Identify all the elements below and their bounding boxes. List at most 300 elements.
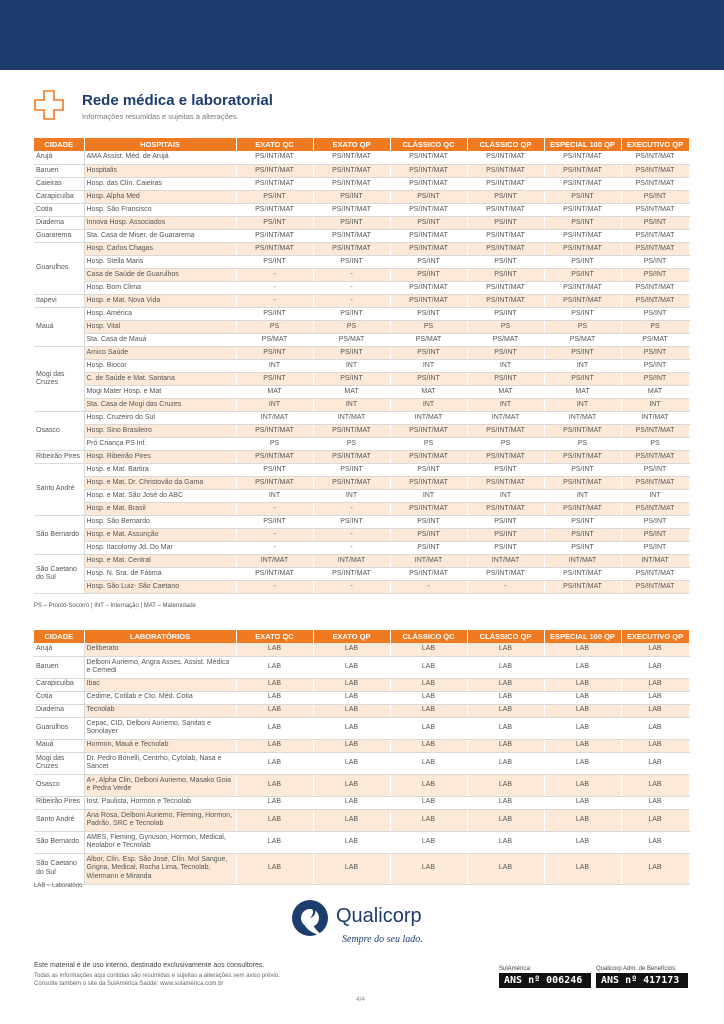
table-row <box>34 281 689 294</box>
coverage-cell: INT <box>390 359 467 372</box>
hospital-table-header <box>34 138 689 151</box>
table-row <box>34 164 689 177</box>
coverage-cell: MAT <box>236 385 313 398</box>
column-header: CIDADE <box>34 630 84 643</box>
coverage-cell: LAB <box>390 774 467 796</box>
coverage-cell: PS/INT/MAT <box>621 476 689 489</box>
table-row <box>34 307 689 320</box>
coverage-cell: LAB <box>544 704 621 717</box>
coverage-cell: LAB <box>236 643 313 656</box>
provider-name-cell: Hosp. São Luiz- São Caetano <box>84 580 236 593</box>
provider-name-cell: Hosp. Bom Clima <box>84 281 236 294</box>
coverage-cell: LAB <box>621 643 689 656</box>
coverage-cell: LAB <box>621 853 689 884</box>
provider-name-cell: Cepac, CID, Delboni Auriemo, Sanitas e Sonolayer <box>84 717 236 739</box>
logo-slogan: Sempre do seu lado. <box>342 934 423 945</box>
city-cell: Osasco <box>34 774 84 796</box>
coverage-cell: MAT <box>390 385 467 398</box>
coverage-cell: PS/INT/MAT <box>544 502 621 515</box>
coverage-cell: PS <box>544 320 621 333</box>
coverage-cell: PS/INT <box>621 268 689 281</box>
coverage-cell: PS/INT/MAT <box>236 424 313 437</box>
coverage-cell: PS/INT <box>621 216 689 229</box>
ans-sulamerica <box>499 966 591 988</box>
provider-name-cell: Hosp. São Francisco <box>84 203 236 216</box>
coverage-cell: INT <box>467 489 544 502</box>
coverage-cell: PS/INT/MAT <box>544 151 621 164</box>
coverage-cell: PS/INT/MAT <box>236 450 313 463</box>
coverage-cell: PS/INT/MAT <box>313 164 390 177</box>
coverage-cell: LAB <box>313 774 390 796</box>
coverage-cell: PS/INT/MAT <box>236 177 313 190</box>
coverage-cell: INT <box>544 359 621 372</box>
city-cell: Santo André <box>34 463 84 515</box>
table-row <box>34 489 689 502</box>
coverage-cell: PS/INT <box>467 463 544 476</box>
coverage-cell: PS/INT/MAT <box>236 151 313 164</box>
coverage-cell: PS <box>236 437 313 450</box>
coverage-cell: - <box>313 281 390 294</box>
coverage-cell: - <box>313 294 390 307</box>
city-cell: São Bernardo <box>34 831 84 853</box>
coverage-cell: INT <box>544 398 621 411</box>
coverage-cell: PS/INT <box>621 359 689 372</box>
coverage-cell: PS/INT/MAT <box>236 229 313 242</box>
coverage-cell: PS/INT/MAT <box>544 281 621 294</box>
table-row <box>34 268 689 281</box>
coverage-cell: PS/INT/MAT <box>390 242 467 255</box>
city-cell: Arujá <box>34 643 84 656</box>
coverage-cell: PS/INT/MAT <box>390 177 467 190</box>
coverage-cell: PS/INT <box>544 307 621 320</box>
coverage-cell: PS/INT <box>544 255 621 268</box>
coverage-cell: LAB <box>621 752 689 774</box>
table-row <box>34 177 689 190</box>
table-row <box>34 190 689 203</box>
coverage-cell: PS/INT <box>544 541 621 554</box>
table-row <box>34 333 689 346</box>
provider-name-cell: Hosp. e Mat. Bartira <box>84 463 236 476</box>
ans-code: ANS nº 417173 <box>596 973 688 988</box>
coverage-cell: PS/INT/MAT <box>467 229 544 242</box>
coverage-cell: PS/INT/MAT <box>621 450 689 463</box>
coverage-cell: PS/INT/MAT <box>621 151 689 164</box>
coverage-cell: LAB <box>544 691 621 704</box>
table-row <box>34 203 689 216</box>
table-row <box>34 643 689 656</box>
top-header-band <box>0 0 724 70</box>
coverage-cell: PS/INT <box>236 307 313 320</box>
medical-cross-icon <box>34 90 64 120</box>
city-cell: Guarulhos <box>34 717 84 739</box>
coverage-cell: INT <box>236 489 313 502</box>
city-cell: Barueri <box>34 164 84 177</box>
coverage-cell: PS/INT <box>390 463 467 476</box>
coverage-cell: INT <box>621 489 689 502</box>
coverage-cell: PS/INT/MAT <box>313 476 390 489</box>
coverage-cell: PS <box>236 320 313 333</box>
title-block <box>34 90 694 126</box>
coverage-cell: PS/INT <box>236 463 313 476</box>
provider-name-cell: A+, Alpha Clin, Delboni Auriemo, Masako Goia e Pedra Verde <box>84 774 236 796</box>
coverage-cell: PS/INT/MAT <box>390 151 467 164</box>
table-row <box>34 359 689 372</box>
coverage-cell: INT <box>467 359 544 372</box>
coverage-cell: INT/MAT <box>467 554 544 567</box>
city-cell: Ribeirão Pires <box>34 450 84 463</box>
table-row <box>34 528 689 541</box>
ans-label: Qualicorp Adm. de Benefícios: <box>596 966 677 972</box>
coverage-cell: PS/INT/MAT <box>390 229 467 242</box>
coverage-cell: LAB <box>467 643 544 656</box>
column-header: EXATO QC <box>236 138 313 151</box>
coverage-cell: PS/INT <box>390 216 467 229</box>
column-header: CLÁSSICO QP <box>467 138 544 151</box>
city-cell: Caieiras <box>34 177 84 190</box>
coverage-cell: PS/INT <box>544 216 621 229</box>
coverage-cell: PS/INT/MAT <box>621 229 689 242</box>
coverage-cell: LAB <box>236 774 313 796</box>
coverage-cell: PS/INT <box>467 541 544 554</box>
coverage-cell: LAB <box>236 678 313 691</box>
city-cell: São Caetano do Sul <box>34 853 84 884</box>
coverage-cell: PS/INT <box>467 190 544 203</box>
coverage-cell: PS/INT/MAT <box>467 450 544 463</box>
provider-name-cell: Hosp. Ribeirão Pires <box>84 450 236 463</box>
coverage-cell: LAB <box>390 853 467 884</box>
coverage-cell: PS/INT/MAT <box>236 476 313 489</box>
coverage-cell: LAB <box>467 752 544 774</box>
coverage-cell: LAB <box>544 656 621 678</box>
coverage-cell: LAB <box>236 796 313 809</box>
coverage-cell: PS/INT <box>390 372 467 385</box>
coverage-cell: PS/INT/MAT <box>467 151 544 164</box>
provider-name-cell: Delboni Auriemo, Angra Asses. Assist. Médica e Cemedi <box>84 656 236 678</box>
coverage-cell: LAB <box>544 678 621 691</box>
coverage-cell: LAB <box>313 656 390 678</box>
coverage-cell: LAB <box>313 691 390 704</box>
coverage-cell: PS/INT/MAT <box>544 294 621 307</box>
coverage-cell: - <box>313 541 390 554</box>
coverage-cell: PS/INT/MAT <box>467 424 544 437</box>
column-header: HOSPITAIS <box>84 138 236 151</box>
ans-qualicorp <box>596 966 688 988</box>
table-row <box>34 774 689 796</box>
provider-name-cell: Hosp. e Mat. Assunção <box>84 528 236 541</box>
coverage-cell: PS/INT/MAT <box>544 567 621 580</box>
provider-name-cell: Cedime, Cotilab e Cto. Méd. Cotia <box>84 691 236 704</box>
table-row <box>34 567 689 580</box>
coverage-cell: PS/INT <box>467 255 544 268</box>
provider-name-cell: Deliberato <box>84 643 236 656</box>
column-header: EXATO QP <box>313 630 390 643</box>
coverage-cell: PS <box>390 320 467 333</box>
provider-name-cell: Hosp. América <box>84 307 236 320</box>
city-cell: Ribeirão Pires <box>34 796 84 809</box>
coverage-cell: PS <box>467 320 544 333</box>
coverage-cell: LAB <box>390 739 467 752</box>
provider-name-cell: Casa de Saúde de Guarulhos <box>84 268 236 281</box>
coverage-cell: LAB <box>621 704 689 717</box>
coverage-cell: PS/INT/MAT <box>467 294 544 307</box>
coverage-cell: PS/INT/MAT <box>544 229 621 242</box>
coverage-cell: PS <box>313 320 390 333</box>
coverage-cell: PS/INT <box>544 528 621 541</box>
coverage-cell: PS/INT/MAT <box>313 567 390 580</box>
coverage-cell: - <box>236 268 313 281</box>
coverage-cell: LAB <box>236 704 313 717</box>
coverage-cell: LAB <box>236 656 313 678</box>
coverage-cell: PS/INT <box>313 463 390 476</box>
provider-name-cell: Hosp. Vital <box>84 320 236 333</box>
coverage-cell: LAB <box>390 717 467 739</box>
lab-table <box>34 630 690 885</box>
page-number: 4/4 <box>356 996 366 1003</box>
coverage-cell: PS/INT/MAT <box>390 164 467 177</box>
coverage-cell: PS/INT <box>236 255 313 268</box>
provider-name-cell: Ana Rosa, Delboni Auriemo, Fleming, Hormon, Padrão, SRC e Tecnolab <box>84 809 236 831</box>
coverage-cell: LAB <box>236 691 313 704</box>
coverage-cell: PS/INT/MAT <box>621 502 689 515</box>
lab-legend: LAB – Laboratório <box>34 883 83 889</box>
coverage-cell: PS/INT <box>544 346 621 359</box>
coverage-cell: - <box>236 528 313 541</box>
coverage-cell: PS/INT/MAT <box>467 203 544 216</box>
city-cell: Arujá <box>34 151 84 164</box>
coverage-cell: INT <box>236 398 313 411</box>
coverage-cell: MAT <box>621 385 689 398</box>
table-row <box>34 704 689 717</box>
coverage-cell: INT/MAT <box>544 411 621 424</box>
table-row <box>34 229 689 242</box>
coverage-cell: - <box>313 580 390 593</box>
city-cell: Guararema <box>34 229 84 242</box>
coverage-cell: - <box>313 502 390 515</box>
coverage-cell: - <box>390 580 467 593</box>
coverage-cell: PS/INT <box>390 255 467 268</box>
table-row <box>34 385 689 398</box>
column-header: ESPECIAL 100 QP <box>544 630 621 643</box>
city-cell: Carapicuíba <box>34 190 84 203</box>
coverage-cell: PS/INT <box>467 372 544 385</box>
table-row <box>34 831 689 853</box>
city-cell: Santo André <box>34 809 84 831</box>
coverage-cell: LAB <box>390 752 467 774</box>
coverage-cell: MAT <box>467 385 544 398</box>
table-row <box>34 739 689 752</box>
coverage-cell: INT/MAT <box>390 411 467 424</box>
disclaimer <box>34 962 374 988</box>
coverage-cell: PS/INT/MAT <box>236 567 313 580</box>
coverage-cell: PS/INT <box>313 255 390 268</box>
coverage-cell: - <box>313 528 390 541</box>
coverage-cell: INT/MAT <box>236 411 313 424</box>
coverage-cell: INT/MAT <box>236 554 313 567</box>
coverage-cell: INT <box>313 398 390 411</box>
provider-name-cell: Tecnolab <box>84 704 236 717</box>
table-row <box>34 502 689 515</box>
column-header: EXECUTIVO QP <box>621 630 689 643</box>
coverage-cell: INT <box>467 398 544 411</box>
coverage-cell: INT <box>390 489 467 502</box>
coverage-cell: PS/INT <box>313 346 390 359</box>
coverage-cell: PS/INT <box>621 307 689 320</box>
table-row <box>34 476 689 489</box>
coverage-cell: PS/INT <box>390 541 467 554</box>
coverage-cell: INT <box>544 489 621 502</box>
coverage-cell: LAB <box>313 752 390 774</box>
table-row <box>34 437 689 450</box>
coverage-cell: PS/INT/MAT <box>390 476 467 489</box>
city-cell: Cotia <box>34 203 84 216</box>
table-row <box>34 809 689 831</box>
coverage-cell: INT/MAT <box>313 411 390 424</box>
coverage-cell: PS/INT <box>544 372 621 385</box>
provider-name-cell: C. de Saúde e Mat. Santana <box>84 372 236 385</box>
coverage-cell: LAB <box>390 656 467 678</box>
coverage-cell: INT/MAT <box>467 411 544 424</box>
table-row <box>34 678 689 691</box>
coverage-cell: LAB <box>621 774 689 796</box>
table-row <box>34 515 689 528</box>
coverage-cell: LAB <box>544 717 621 739</box>
coverage-cell: LAB <box>621 717 689 739</box>
coverage-cell: INT/MAT <box>621 411 689 424</box>
disclaimer-main: Este material é de uso interno, destinado exclusivamente aos consultores. <box>34 962 265 969</box>
coverage-cell: LAB <box>467 678 544 691</box>
coverage-cell: LAB <box>621 796 689 809</box>
coverage-cell: PS/INT <box>390 190 467 203</box>
coverage-cell: PS/INT <box>390 346 467 359</box>
coverage-cell: PS <box>390 437 467 450</box>
table-row <box>34 320 689 333</box>
provider-name-cell: Pró Criança PS Inf. <box>84 437 236 450</box>
coverage-cell: PS/INT <box>544 190 621 203</box>
provider-name-cell: Hosp. Stella Maris <box>84 255 236 268</box>
coverage-cell: PS/INT/MAT <box>313 450 390 463</box>
coverage-cell: LAB <box>390 678 467 691</box>
provider-name-cell: Hosp. Cruzeiro do Sul <box>84 411 236 424</box>
coverage-cell: LAB <box>467 809 544 831</box>
table-row <box>34 853 689 884</box>
coverage-cell: PS/INT <box>621 255 689 268</box>
provider-name-cell: Hosp. e Mat. Dr. Christovão da Gama <box>84 476 236 489</box>
city-cell: Mogi das Cruzes <box>34 346 84 411</box>
coverage-cell: LAB <box>544 752 621 774</box>
provider-name-cell: Hosp. e Mat. São José do ABC <box>84 489 236 502</box>
coverage-cell: LAB <box>544 853 621 884</box>
provider-name-cell: AMA Assist. Méd. de Arujá <box>84 151 236 164</box>
coverage-cell: - <box>236 580 313 593</box>
hospital-table <box>34 138 690 594</box>
coverage-cell: PS/INT <box>621 346 689 359</box>
coverage-cell: PS/INT/MAT <box>313 151 390 164</box>
table-row <box>34 450 689 463</box>
coverage-cell: PS/INT <box>467 528 544 541</box>
coverage-cell: PS/INT/MAT <box>544 177 621 190</box>
coverage-cell: LAB <box>313 853 390 884</box>
coverage-cell: PS/INT <box>621 372 689 385</box>
coverage-cell: PS/INT/MAT <box>390 203 467 216</box>
coverage-cell: PS/INT/MAT <box>621 580 689 593</box>
coverage-cell: PS/INT <box>313 216 390 229</box>
coverage-cell: LAB <box>544 739 621 752</box>
coverage-cell: PS <box>467 437 544 450</box>
coverage-cell: LAB <box>467 796 544 809</box>
coverage-cell: INT <box>236 359 313 372</box>
provider-name-cell: Ibac <box>84 678 236 691</box>
table-row <box>34 294 689 307</box>
coverage-cell: LAB <box>313 739 390 752</box>
table-row <box>34 656 689 678</box>
city-cell: Mogi das Cruzes <box>34 752 84 774</box>
coverage-cell: PS/INT <box>236 346 313 359</box>
coverage-cell: PS/INT <box>467 307 544 320</box>
coverage-cell: PS/INT/MAT <box>544 580 621 593</box>
coverage-cell: LAB <box>621 656 689 678</box>
coverage-cell: INT/MAT <box>621 554 689 567</box>
coverage-cell: PS <box>313 437 390 450</box>
coverage-cell: PS/INT/MAT <box>467 502 544 515</box>
coverage-cell: LAB <box>467 853 544 884</box>
city-cell: Cotia <box>34 691 84 704</box>
coverage-cell: PS/INT/MAT <box>544 242 621 255</box>
provider-name-cell: Hospitalis <box>84 164 236 177</box>
coverage-cell: PS/INT/MAT <box>313 229 390 242</box>
coverage-cell: PS/INT/MAT <box>313 203 390 216</box>
coverage-cell: LAB <box>544 796 621 809</box>
provider-name-cell: Sta. Casa de Mogi das Cruzes <box>84 398 236 411</box>
coverage-cell: LAB <box>467 739 544 752</box>
coverage-cell: LAB <box>236 739 313 752</box>
coverage-cell: LAB <box>544 831 621 853</box>
coverage-cell: PS/INT <box>467 216 544 229</box>
coverage-cell: LAB <box>236 853 313 884</box>
table-row <box>34 796 689 809</box>
table-row <box>34 242 689 255</box>
coverage-cell: LAB <box>390 691 467 704</box>
disclaimer-line-2: Consulte também o site da SulAmérica Saúde: www.sulamerica.com.br <box>34 981 224 987</box>
column-header: ESPECIAL 100 QP <box>544 138 621 151</box>
coverage-cell: PS/MAT <box>390 333 467 346</box>
coverage-cell: - <box>313 268 390 281</box>
qualicorp-logo-icon <box>290 898 332 942</box>
coverage-cell: PS/INT/MAT <box>390 567 467 580</box>
provider-name-cell: Hosp. Biocor <box>84 359 236 372</box>
coverage-cell: PS/MAT <box>621 333 689 346</box>
coverage-cell: LAB <box>236 752 313 774</box>
coverage-cell: PS/INT <box>621 528 689 541</box>
city-cell: São Bernardo <box>34 515 84 554</box>
coverage-cell: PS/INT <box>236 515 313 528</box>
coverage-cell: LAB <box>390 831 467 853</box>
provider-name-cell: Sta. Casa de Mauá <box>84 333 236 346</box>
lab-table-header <box>34 630 689 643</box>
coverage-cell: PS <box>621 437 689 450</box>
provider-name-cell: Mogi Mater Hosp. e Mat <box>84 385 236 398</box>
coverage-cell: LAB <box>390 643 467 656</box>
coverage-cell: LAB <box>313 678 390 691</box>
table-row <box>34 424 689 437</box>
table-row <box>34 216 689 229</box>
provider-name-cell: Hosp. e Mat. Central <box>84 554 236 567</box>
hospital-legend: PS – Pronto-Socorro | INT – Internação | MAT – Maternidade <box>34 603 196 609</box>
provider-name-cell: Hosp. e Mat. Brasil <box>84 502 236 515</box>
column-header: CIDADE <box>34 138 84 151</box>
provider-name-cell: Innova Hosp. Associados <box>84 216 236 229</box>
coverage-cell: PS/INT <box>313 307 390 320</box>
coverage-cell: MAT <box>313 385 390 398</box>
